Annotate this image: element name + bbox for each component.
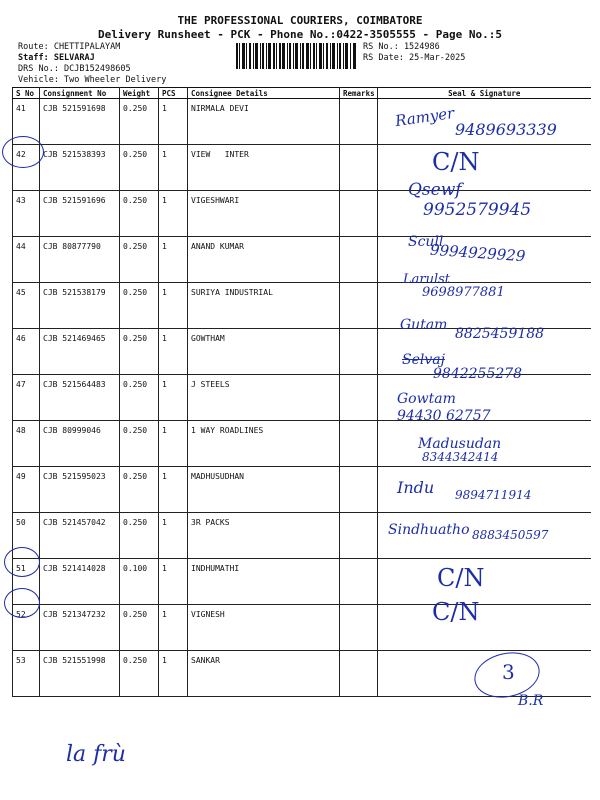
phone-45: 9698977881 xyxy=(422,285,505,300)
drs-text: DRS No.: DCJB152498605 xyxy=(18,64,131,74)
cell-pcs: 1 xyxy=(159,421,188,467)
cell-sno: 50 xyxy=(13,513,40,559)
phone-47: 9842255278 xyxy=(433,366,523,382)
cell-pcs: 1 xyxy=(159,651,188,697)
cell-remarks xyxy=(340,283,378,329)
cell-seal xyxy=(378,605,591,651)
cell-weight: 0.250 xyxy=(120,513,159,559)
cell-consignee: ANAND KUMAR xyxy=(188,237,340,283)
phone-41: 9489693339 xyxy=(455,120,557,139)
phone-43: 9952579945 xyxy=(423,200,532,220)
cell-weight: 0.250 xyxy=(120,283,159,329)
cn-mark-53: C/N xyxy=(432,598,480,626)
page-circle-number: 3 xyxy=(502,660,515,684)
cell-sno: 48 xyxy=(13,421,40,467)
cell-consignee: SURIYA INDUSTRIAL xyxy=(188,283,340,329)
cell-consignee: GOWTHAM xyxy=(188,329,340,375)
sno-circle-53 xyxy=(4,588,40,618)
cell-consignment: CJB 521564483 xyxy=(40,375,120,421)
cell-consignment: CJB 521538179 xyxy=(40,283,120,329)
cell-sno: 52 xyxy=(13,605,40,651)
signature-46: Gutam xyxy=(400,317,448,333)
meta-right xyxy=(363,42,465,64)
cell-weight: 0.250 xyxy=(120,191,159,237)
cell-consignee: INDHUMATHI xyxy=(188,559,340,605)
cell-pcs: 1 xyxy=(159,145,188,191)
cell-weight: 0.250 xyxy=(120,467,159,513)
table-body xyxy=(13,99,591,697)
signature-49: Madusudan xyxy=(418,436,502,452)
cell-consignment: CJB 80877790 xyxy=(40,237,120,283)
cell-remarks xyxy=(340,559,378,605)
sno-circle-42 xyxy=(2,136,44,168)
cell-sno: 45 xyxy=(13,283,40,329)
cell-remarks xyxy=(340,513,378,559)
route-text: Route: CHETTIPALAYAM xyxy=(18,42,121,52)
cell-pcs: 1 xyxy=(159,467,188,513)
cell-consignee: 1 WAY ROADLINES xyxy=(188,421,340,467)
signature-44: Scull xyxy=(408,234,444,250)
phone-49: 8344342414 xyxy=(422,450,499,464)
barcode xyxy=(236,43,356,69)
cell-pcs: 1 xyxy=(159,375,188,421)
table-row xyxy=(13,421,591,467)
cell-consignee: NIRMALA DEVI xyxy=(188,99,340,145)
meta-left xyxy=(18,42,166,86)
cell-remarks xyxy=(340,467,378,513)
phone-51: 8883450597 xyxy=(472,528,549,542)
cell-weight: 0.250 xyxy=(120,145,159,191)
cell-weight: 0.250 xyxy=(120,421,159,467)
table-row xyxy=(13,605,591,651)
signature-50: Indu xyxy=(397,478,435,497)
cell-weight: 0.100 xyxy=(120,559,159,605)
cell-sno: 51 xyxy=(13,559,40,605)
table-header-row xyxy=(13,88,591,99)
cell-pcs: 1 xyxy=(159,605,188,651)
table-row xyxy=(13,559,591,605)
cell-consignment: CJB 521538393 xyxy=(40,145,120,191)
cell-remarks xyxy=(340,329,378,375)
cell-sno: 49 xyxy=(13,467,40,513)
signature-48: Gowtam xyxy=(397,391,456,407)
cell-pcs: 1 xyxy=(159,99,188,145)
phone-50: 9894711914 xyxy=(455,488,532,502)
vehicle-text: Vehicle: Two Wheeler Delivery xyxy=(18,75,167,85)
bottom-signature: la frù xyxy=(66,742,126,767)
cell-consignment: CJB 521457042 xyxy=(40,513,120,559)
phone-46: 8825459188 xyxy=(455,326,545,342)
cell-remarks xyxy=(340,99,378,145)
staff-text: Staff: SELVARAJ xyxy=(18,53,95,63)
col-header-pcs: PCS xyxy=(159,88,188,99)
cell-consignment: CJB 521591698 xyxy=(40,99,120,145)
cell-weight: 0.250 xyxy=(120,99,159,145)
col-header-seal: Seal & Signature xyxy=(378,88,591,99)
cell-weight: 0.250 xyxy=(120,375,159,421)
signature-43: Qsewf xyxy=(408,180,462,200)
signature-47: Selvaj xyxy=(402,352,445,368)
cell-pcs: 1 xyxy=(159,237,188,283)
rs-date-text: RS Date: 25-Mar-2025 xyxy=(363,53,466,63)
phone-44: 9994929929 xyxy=(429,240,526,266)
cell-sno: 44 xyxy=(13,237,40,283)
signature-45: Larulst xyxy=(403,272,451,287)
company-title: THE PROFESSIONAL COURIERS, COIMBATORE xyxy=(177,14,423,27)
cell-consignment: CJB 521469465 xyxy=(40,329,120,375)
rs-no-text: RS No.: 1524986 xyxy=(363,42,440,52)
cell-remarks xyxy=(340,237,378,283)
cell-consignee: VIEW INTER xyxy=(188,145,340,191)
cell-pcs: 1 xyxy=(159,191,188,237)
runsheet-title: Delivery Runsheet - PCK - Phone No.:0422-3505555 - Page No.:5 xyxy=(98,28,502,41)
cell-remarks xyxy=(340,145,378,191)
phone-48: 94430 62757 xyxy=(397,408,491,424)
cell-consignee: MADHUSUDHAN xyxy=(188,467,340,513)
col-header-consignment: Consignment No xyxy=(40,88,120,99)
col-header-remarks: Remarks xyxy=(340,88,378,99)
cell-consignment: CJB 521551998 xyxy=(40,651,120,697)
table-row xyxy=(13,145,591,191)
cell-sno: 46 xyxy=(13,329,40,375)
cell-consignee: VIGNESH xyxy=(188,605,340,651)
cell-remarks xyxy=(340,191,378,237)
cell-pcs: 1 xyxy=(159,559,188,605)
cell-consignee: VIGESHWARI xyxy=(188,191,340,237)
col-header-weight: Weight xyxy=(120,88,159,99)
cell-consignee: 3R PACKS xyxy=(188,513,340,559)
cell-remarks xyxy=(340,375,378,421)
cell-consignment: CJB 80999046 xyxy=(40,421,120,467)
cell-remarks xyxy=(340,605,378,651)
col-header-consignee: Consignee Details xyxy=(188,88,340,99)
signature-51: Sindhuatho xyxy=(388,522,470,538)
cell-sno: 41 xyxy=(13,99,40,145)
cell-consignee: J STEELS xyxy=(188,375,340,421)
cell-consignment: CJB 521414028 xyxy=(40,559,120,605)
cell-consignment: CJB 521591696 xyxy=(40,191,120,237)
cell-pcs: 1 xyxy=(159,329,188,375)
cell-weight: 0.250 xyxy=(120,237,159,283)
initials-signature: B.R xyxy=(518,693,544,709)
signature-41: Ramyer xyxy=(394,103,456,131)
cell-remarks xyxy=(340,421,378,467)
sno-circle-52 xyxy=(4,547,40,577)
cell-consignee: SANKAR xyxy=(188,651,340,697)
runsheet-table xyxy=(12,87,591,697)
cell-sno: 43 xyxy=(13,191,40,237)
cell-pcs: 1 xyxy=(159,283,188,329)
cell-remarks xyxy=(340,651,378,697)
cell-weight: 0.250 xyxy=(120,605,159,651)
cell-sno: 42 xyxy=(13,145,40,191)
cell-pcs: 1 xyxy=(159,513,188,559)
cn-mark-52: C/N xyxy=(437,564,485,592)
cell-weight: 0.250 xyxy=(120,329,159,375)
cell-weight: 0.250 xyxy=(120,651,159,697)
col-header-sno: S No xyxy=(13,88,40,99)
cell-sno: 53 xyxy=(13,651,40,697)
cn-mark-42: C/N xyxy=(432,148,480,176)
cell-consignment: CJB 521595023 xyxy=(40,467,120,513)
cell-sno: 47 xyxy=(13,375,40,421)
cell-consignment: CJB 521347232 xyxy=(40,605,120,651)
